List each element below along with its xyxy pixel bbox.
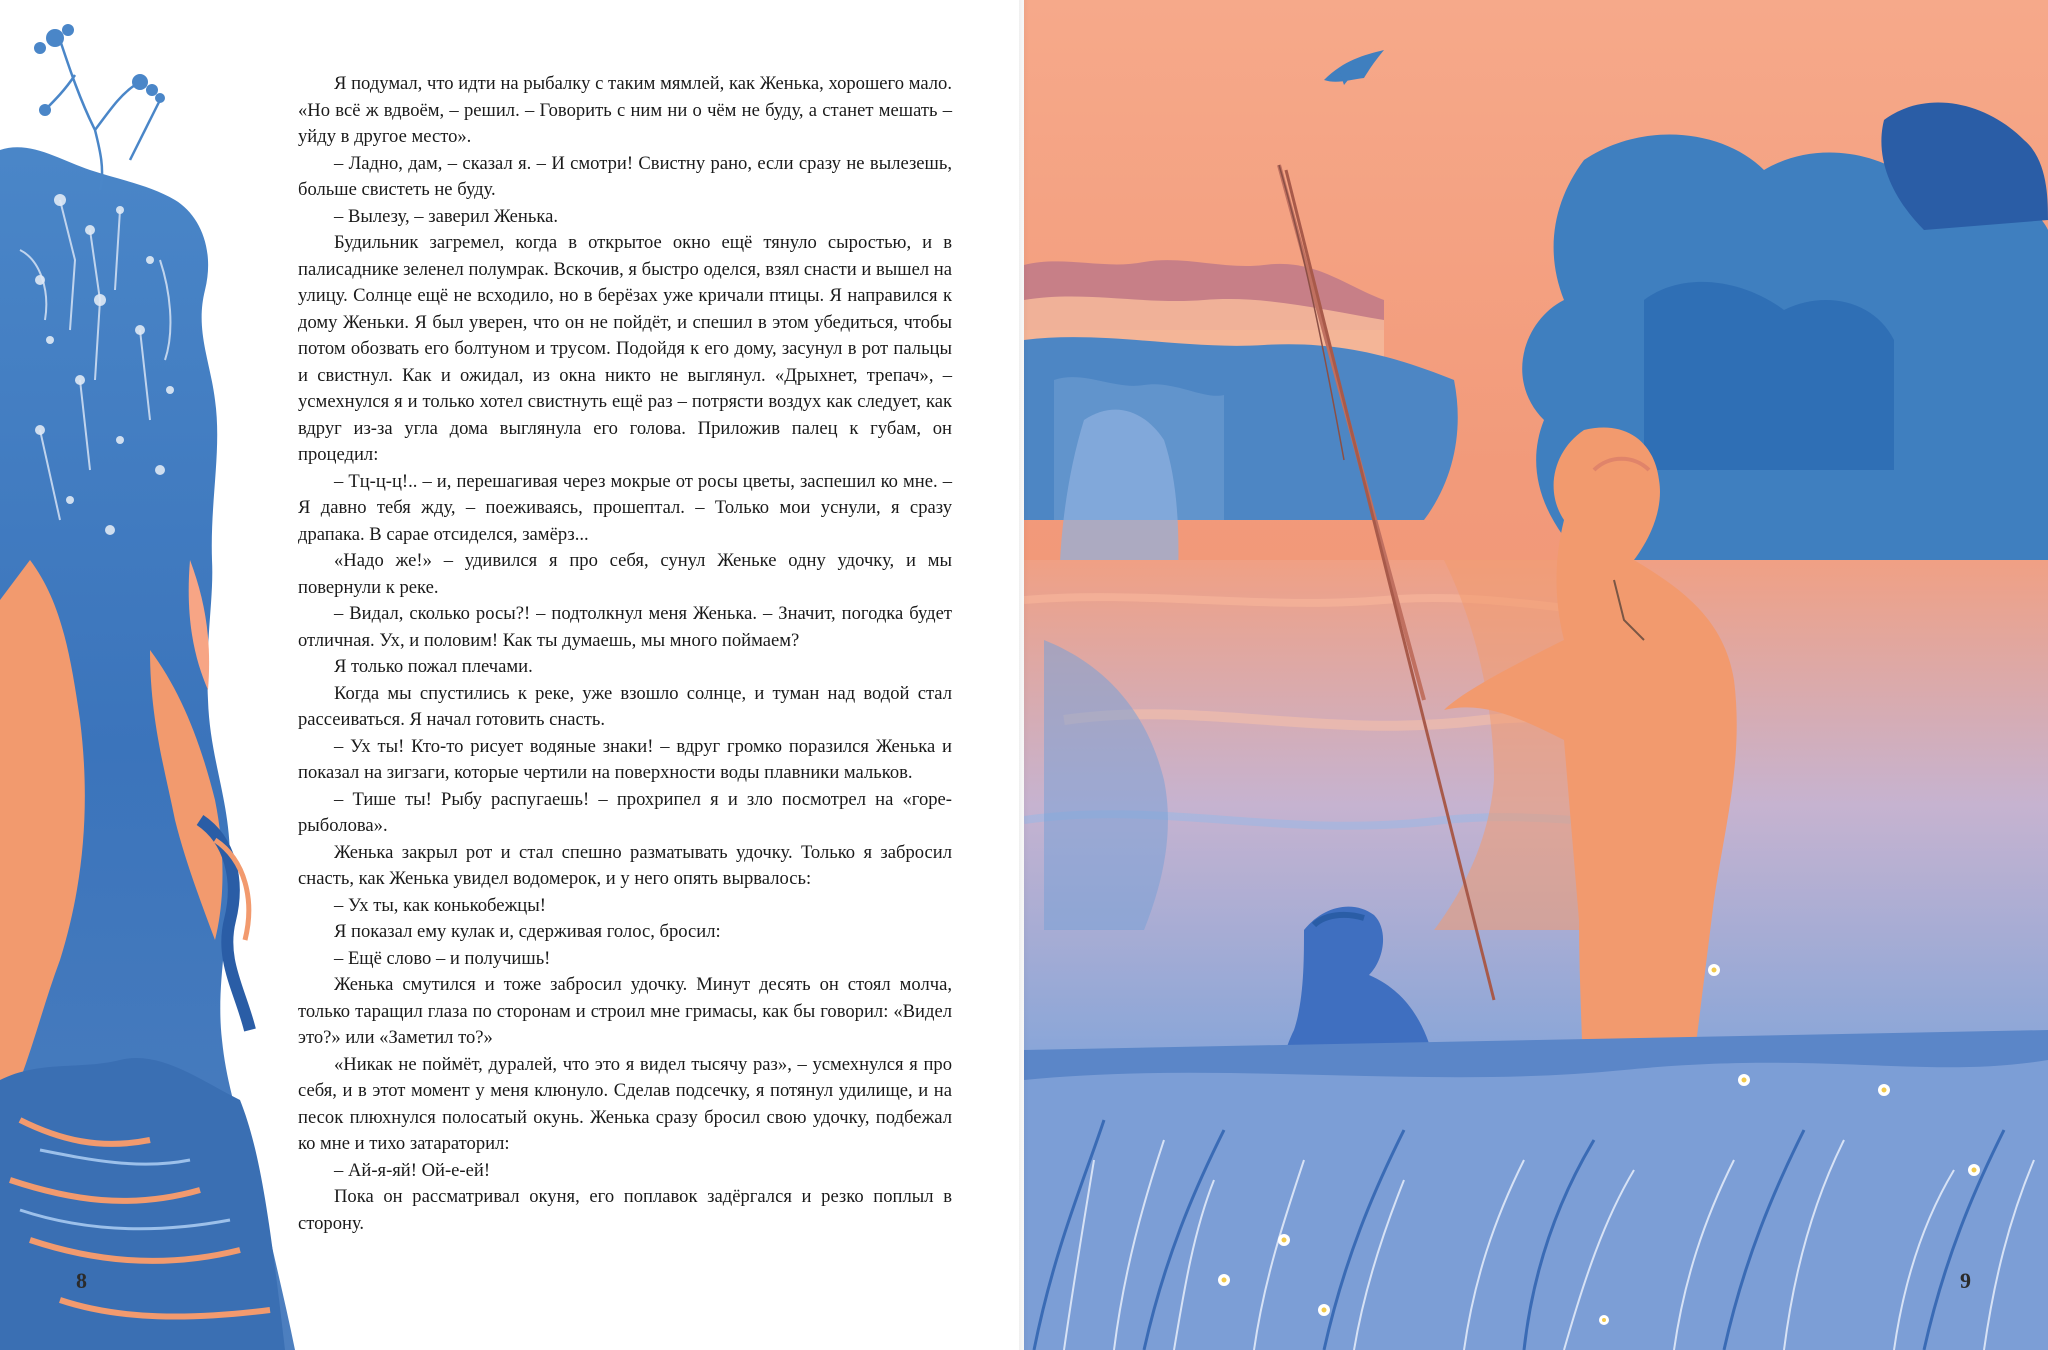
- paragraph: Я подумал, что идти на рыбалку с таким мямлей, как Женька, хорошего мало. «Но всё ж вдвоём, – решил. – Говорить с ним ни о чём не буду, а станет мешать – уйду в другое место».: [298, 73, 952, 147]
- book-gutter: [1019, 0, 1029, 1350]
- paragraph: – Вылезу, – заверил Женька.: [334, 205, 558, 227]
- paragraph: – Тише ты! Рыбу распугаешь! – прохрипел я и зло посмотрел на «горе-рыболова».: [298, 788, 952, 836]
- fishing-illustration: [1024, 0, 2048, 1350]
- page-number-left: 8: [76, 1268, 87, 1293]
- paragraph: – Ещё слово – и получишь!: [334, 947, 551, 969]
- paragraph: – Тц-ц-ц!.. – и, перешагивая через мокрые от росы цветы, заспешил ко мне. – Я давно тебя жду, – поеживаясь, прошептал. – Только мои уснули, я сразу драпака. В сарае отсиделся, замёрз...: [298, 470, 952, 545]
- paragraph: Женька смутился и тоже забросил удочку. Минут десять он стоял молча, только таращил глаза по сторонам и строил мне гримасы, как бы говорил: «Видел это?» или «Заметил то?»: [298, 974, 952, 1048]
- paragraph: – Ух ты, как конькобежцы!: [334, 894, 546, 916]
- paragraph: Когда мы спустились к реке, уже взошло солнце, и туман над водой стал рассеиваться. Я начал готовить снасть.: [298, 682, 952, 730]
- paragraph: – Видал, сколько росы?! – подтолкнул меня Женька. – Значит, погодка будет отличная. Ух, и половим! Как ты думаешь, мы много поймаем?: [298, 603, 952, 651]
- story-text: [298, 71, 952, 1237]
- paragraph: Я показал ему кулак и, сдерживая голос, бросил:: [334, 921, 721, 942]
- paragraph: Пока он рассматривал окуня, его поплавок задёргался и резко поплыл в сторону.: [298, 1186, 952, 1234]
- paragraph: – Ладно, дам, – сказал я. – И смотри! Свистну рано, если сразу не вылезешь, больше свистеть не буду.: [298, 152, 952, 200]
- left-margin-illustration: [0, 0, 300, 1350]
- paragraph: – Ух ты! Кто-то рисует водяные знаки! – вдруг громко поразился Женька и показал на зигзаги, которые чертили на поверхности воды плавники мальков.: [298, 735, 952, 783]
- paragraph: Я только пожал плечами.: [334, 656, 533, 677]
- paragraph: Женька закрыл рот и стал спешно разматывать удочку. Только я забросил снасть, как Женька увидел водомерок, и у него опять вырвалось:: [298, 841, 952, 889]
- paragraph: – Ай-я-яй! Ой-е-ей!: [334, 1159, 491, 1181]
- page-number-right: 9: [1960, 1268, 1971, 1293]
- paragraph: «Никак не поймёт, дуралей, что это я видел тысячу раз», – усмехнулся я про себя, и в этот момент у меня клюнуло. Сделав подсечку, я потянул удилище, и на песок плюхнулся полосатый окунь. Женька сразу бросил свою удочку, подбежал ко мне и тихо затараторил:: [298, 1053, 952, 1154]
- paragraph: Будильник загремел, когда в открытое окно ещё тянуло сыростью, и в палисаднике зеленел полумрак. Вскочив, я быстро оделся, взял снасти и вышел на улицу. Солнце ещё не всходило, но в берёзах уже кричали птицы. Я направился к дому Женьки. Я был уверен, что он не пойдёт, и спешил в этом убедиться, чтобы потом обозвать его болтуном и трусом. Подойдя к его дому, засунул в рот пальцы и свистнул. Как и ожидал, из окна никто не выглянул. «Дрыхнет, трепач», – усмехнулся я и только хотел свистнуть ещё раз – потрясти воздух как следует, как вдруг из-за угла дома выглянула его голова. Приложив палец к губам, он процедил:: [298, 232, 952, 465]
- paragraph: «Надо же!» – удивился я про себя, сунул Женьке одну удочку, и мы повернули к реке.: [298, 550, 952, 598]
- right-page: [1024, 0, 2048, 1350]
